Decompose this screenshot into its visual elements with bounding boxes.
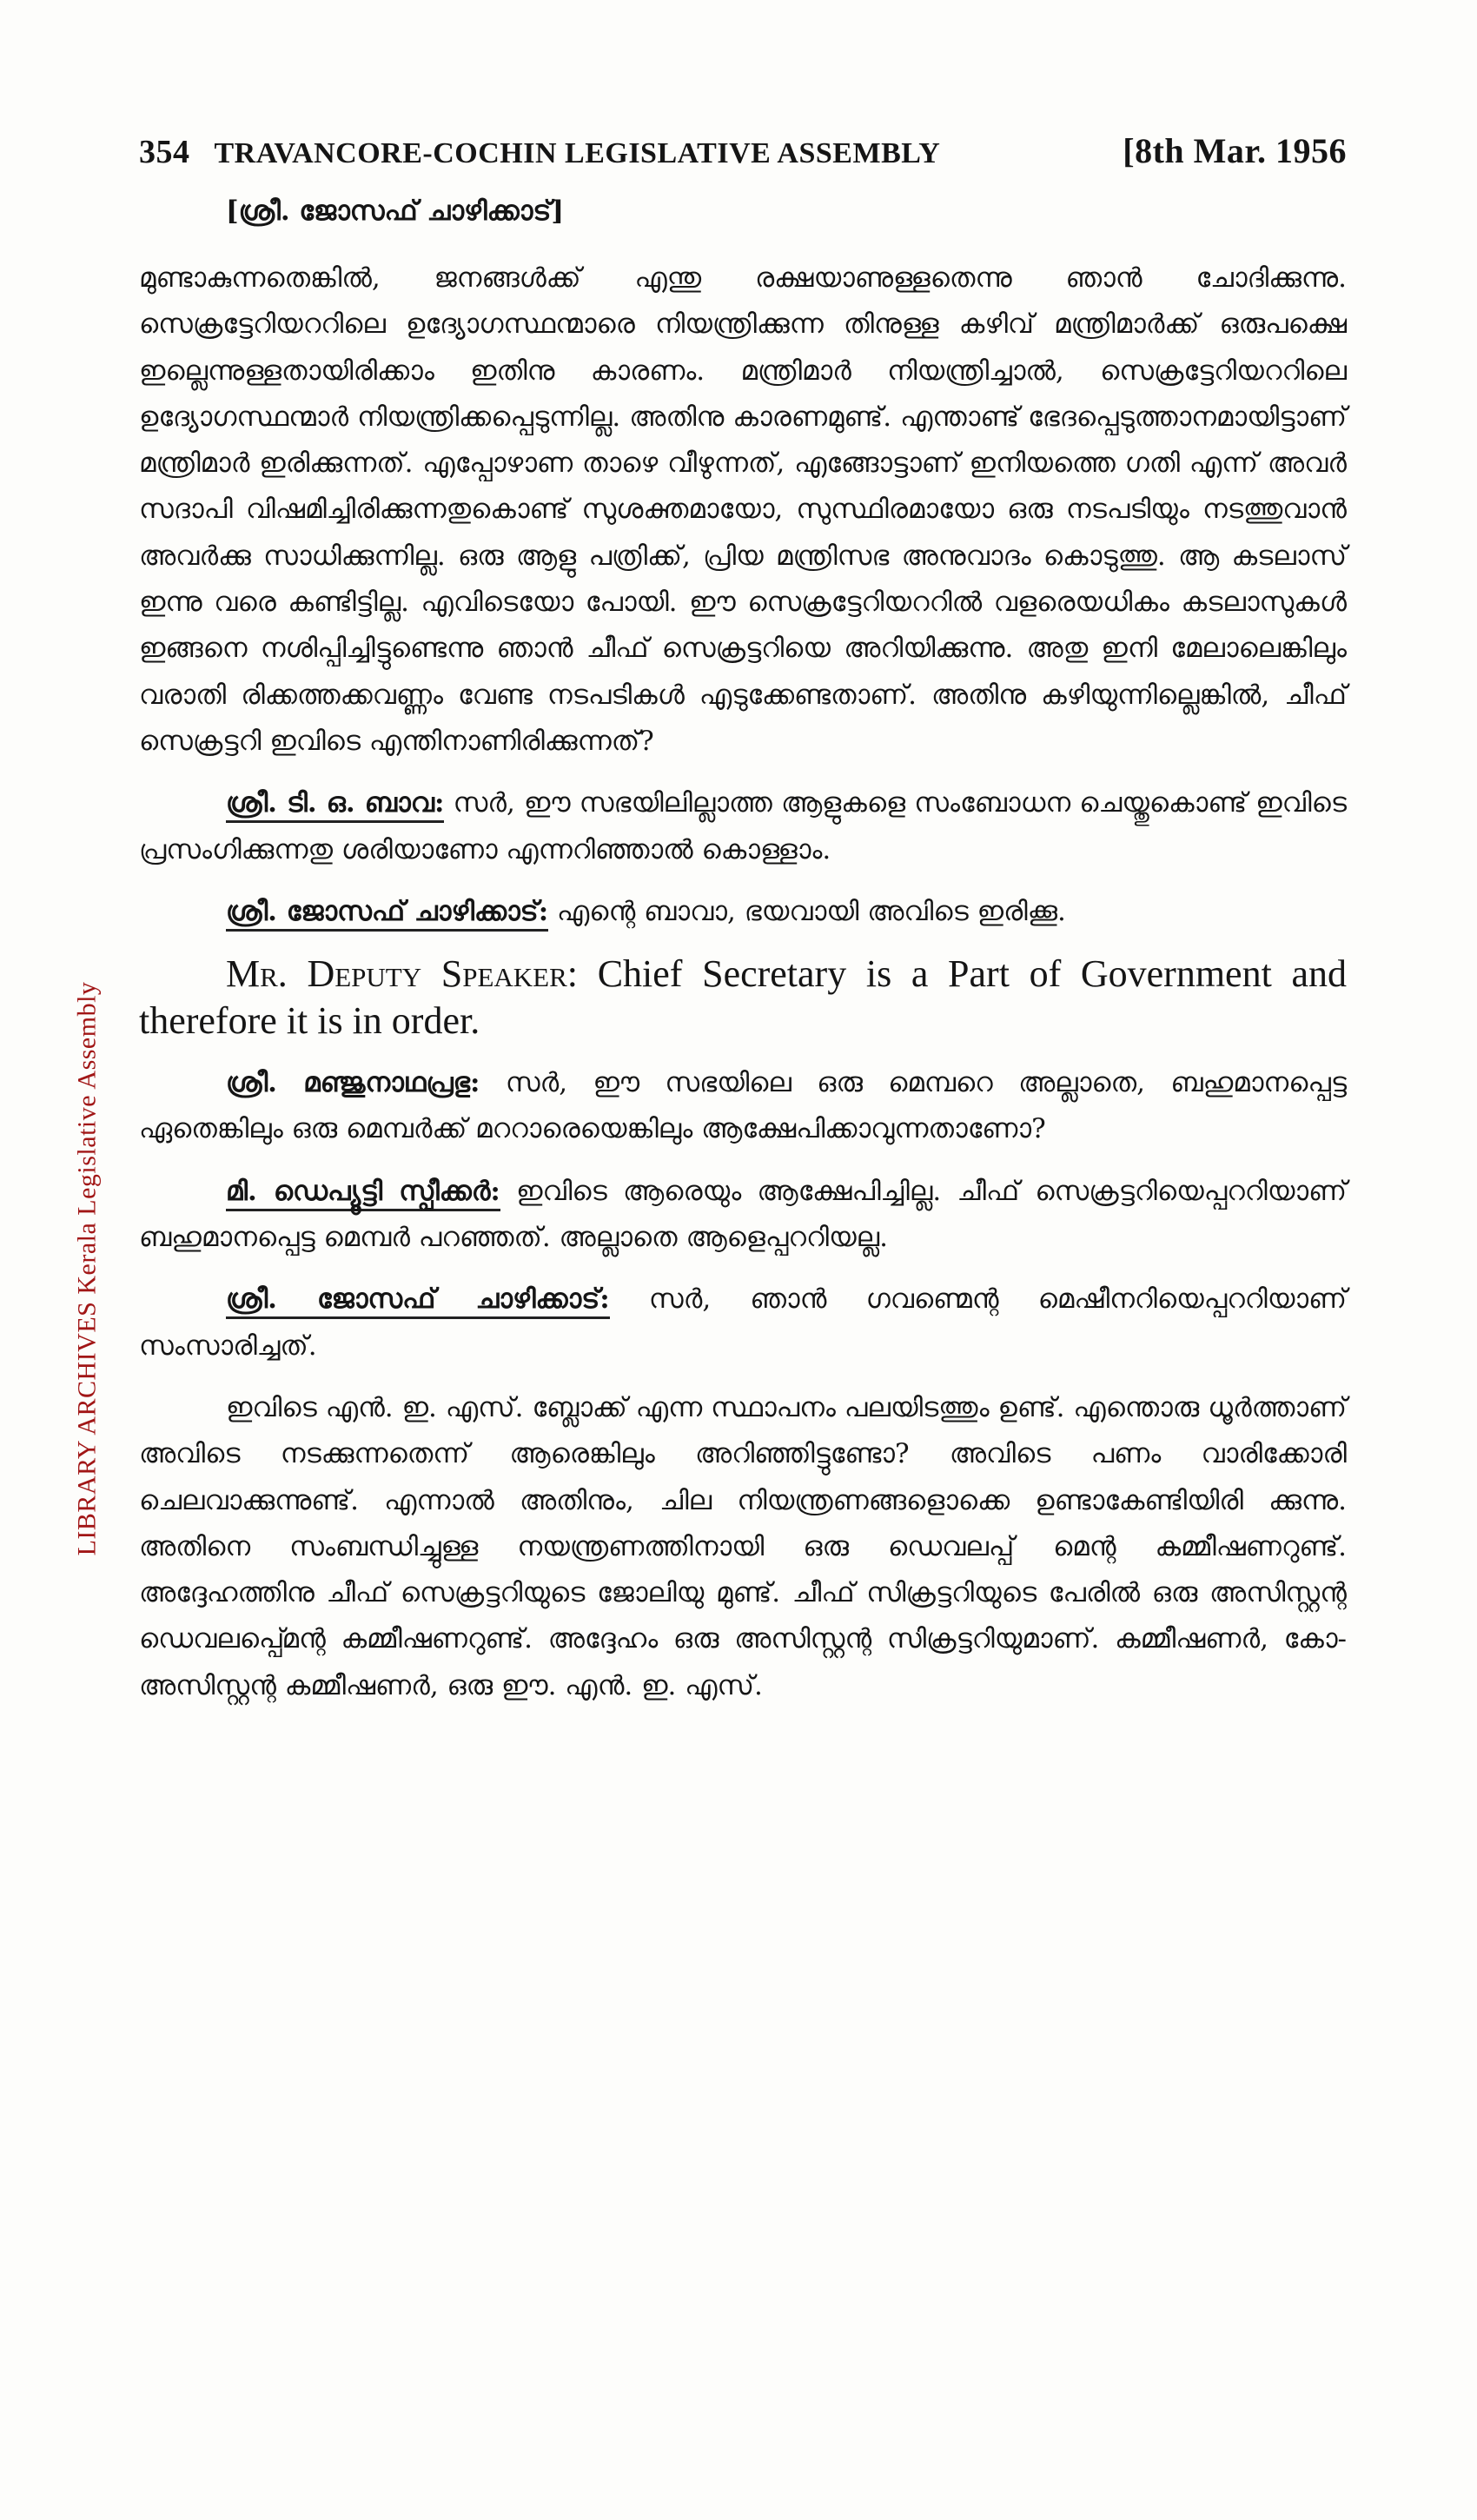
paragraph-text: സർ, ഈ സഭയിലില്ലാത്ത ആളുകളെ സംബോധന ചെയ്തുകൊണ്ട് ഇവിടെ പ്രസംഗിക്കുന്നതു ശരിയാണോ എന്നറിഞ്ഞാൽ കൊള്ളാം. [139,787,1347,865]
archive-watermark [61,886,113,1651]
speaker-name: മി. ഡെപ്യൂട്ടി സ്പീക്കർ: [226,1176,500,1211]
paragraph-text: Chief Secretary is a Part of Government and therefore it is in order. [139,952,1347,1043]
speaker-name: ശ്രീ. ജോസഫ് ചാഴിക്കാട്: [226,1283,610,1319]
paragraph [139,889,1347,935]
paragraph-text: സർ, ഞാൻ ഗവണ്മെന്റ മെഷീനറിയെപ്പററിയാണ് സംസാരിച്ചത്. [139,1283,1347,1362]
paragraph-text: സർ, ഈ സഭയിലെ ഒരു മെമ്പറെ അല്ലാതെ, ബഹുമാനപ്പെട്ട ഏതെങ്കിലും ഒരു മെമ്പർക്ക് മററാരെയെങ്കിലും ആക്ഷേപിക്കാവുന്നതാണോ? [139,1067,1348,1145]
paragraph [139,951,1347,1044]
archive-watermark-text: LIBRARY ARCHIVES Kerala Legislative Assembly [72,981,101,1556]
paragraph-text: ഇവിടെ ആരെയും ആക്ഷേപിച്ചില്ല. ചീഫ് സെക്രട്ടറിയെപ്പററിയാണ് ബഹുമാനപ്പെട്ട മെമ്പർ പറഞ്ഞത്. അല്ലാതെ ആളെപ്പററിയല്ല. [139,1175,1347,1254]
document-page [139,130,1347,1709]
paragraph [139,255,1347,765]
paragraph [139,780,1347,873]
speaker-name: ശ്രീ. ടി. ഒ. ബാവ: [226,787,444,823]
header-date: [8th Mar. 1956 [1123,131,1347,170]
page-number: 354 [139,134,190,170]
paragraph [139,1060,1347,1153]
continued-speaker: [ശ്രീ. ജോസഫ് ചാഴിക്കാട്] [226,196,565,227]
paragraph-text: ഇവിടെ എൻ. ഇ. എസ്. ബ്ലോക്ക് എന്ന സ്ഥാപനം പലയിടത്തും ഉണ്ട്. എന്തൊരു ധൂർത്താണ് അവിടെ നടക്കുന്നതെന്ന് ആരെങ്കിലും അറിഞ്ഞിട്ടുണ്ടോ? അവിടെ പണം വാരിക്കോരി ചെലവാക്കുന്നുണ്ട്. എന്നാൽ അതിനും, ചില നിയന്ത്രണങ്ങളൊക്കെ ഉണ്ടാകേണ്ടിയിരി ക്കുന്നു. അതിനെ സംബന്ധിച്ചുള്ള നയന്ത്രണത്തിനായി ഒരു ഡെവലപ്പ് മെന്റ കമ്മീഷണറുണ്ട്. അദ്ദേഹത്തിനു ചീഫ് സെക്രട്ടറിയുടെ ജോലിയു മുണ്ട്. ചീഫ് സിക്രട്ടറിയുടെ പേരിൽ ഒരു അസിസ്റ്റന്റ ഡെവലപ്പ്മെന്റ കമ്മീഷണറുണ്ട്. അദ്ദേഹം ഒരു അസിസ്റ്റന്റ സിക്രട്ടറിയുമാണ്. കമ്മീഷണർ, കോ-അസിസ്റ്റന്റ കമ്മീഷണർ, ഒരു ഈ. എൻ. ഇ. എസ്. [139,1391,1347,1701]
paragraph [139,1385,1347,1709]
paragraph [139,1169,1347,1262]
paragraph-text: എന്റെ ബാവാ, ഭയവായി അവിടെ ഇരിക്കൂ. [557,895,1066,927]
paragraph-text: മുണ്ടാകുന്നതെങ്കിൽ, ജനങ്ങൾക്ക് എന്തു രക്ഷയാണുള്ളതെന്നു ഞാൻ ചോദിക്കുന്നു. സെക്രട്ടേറിയററിലെ ഉദ്യോഗസ്ഥന്മാരെ നിയന്ത്രിക്കുന്ന തിനുള്ള കഴിവ് മന്ത്രിമാർക്ക് ഒരുപക്ഷെ ഇല്ലെന്നുള്ളതായിരിക്കാം ഇതിനു കാരണം. മന്ത്രിമാർ നിയന്ത്രിച്ചാൽ, സെക്രട്ടേറിയററിലെ ഉദ്യോഗസ്ഥന്മാർ നിയന്ത്രിക്കപ്പെടുന്നില്ല. അതിനു കാരണമുണ്ട്. എന്താണ്ട് ഭേദപ്പെടുത്താനമായിട്ടാണ് മന്ത്രിമാർ ഇരിക്കുന്നത്. എപ്പോഴാണ താഴെ വീഴുന്നത്, എങ്ങോട്ടാണ് ഇനിയത്തെ ഗതി എന്ന് അവർ സദാപി വിഷമിച്ചിരിക്കുന്നതുകൊണ്ട് സുശക്തമായോ, സുസ്ഥിരമായോ ഒരു നടപടിയും നടത്തുവാൻ അവർക്കു സാധിക്കുന്നില്ല. ഒരു ആളു പത്രിക്ക്, പ്രിയ മന്ത്രിസഭ അനുവാദം കൊടുത്തു. ആ കടലാസ് ഇന്നു വരെ കണ്ടിട്ടില്ല. എവിടെയോ പോയി. ഈ സെക്രട്ടേറിയററിൽ വളരെയധികം കടലാസുകൾ ഇങ്ങനെ നശിപ്പിച്ചിട്ടുണ്ടെന്നു ഞാൻ ചീഫ് സെക്രട്ടറിയെ അറിയിക്കുന്നു. അതു ഇനി മേലാലെങ്കിലും വരാതി രിക്കത്തക്കവണ്ണം വേണ്ട നടപടികൾ എടുക്കേണ്ടതാണ്. അതിനു കഴിയുന്നില്ലെങ്കിൽ, ചീഫ് സെക്രട്ടറി ഇവിടെ എന്തിനാണിരിക്കുന്നത്? [139,262,1347,757]
speaker-name: ശ്രീ. മഞ്ജുനാഥപ്രഭു: [226,1067,480,1099]
page-header [139,130,1347,171]
paragraph [139,1277,1347,1369]
running-title: TRAVANCORE-COCHIN LEGISLATIVE ASSEMBLY [214,137,941,169]
speaker-name: Mr. Deputy Speaker: [226,952,579,996]
speaker-name: ശ്രീ. ജോസഫ് ചാഴിക്കാട്: [226,896,548,932]
